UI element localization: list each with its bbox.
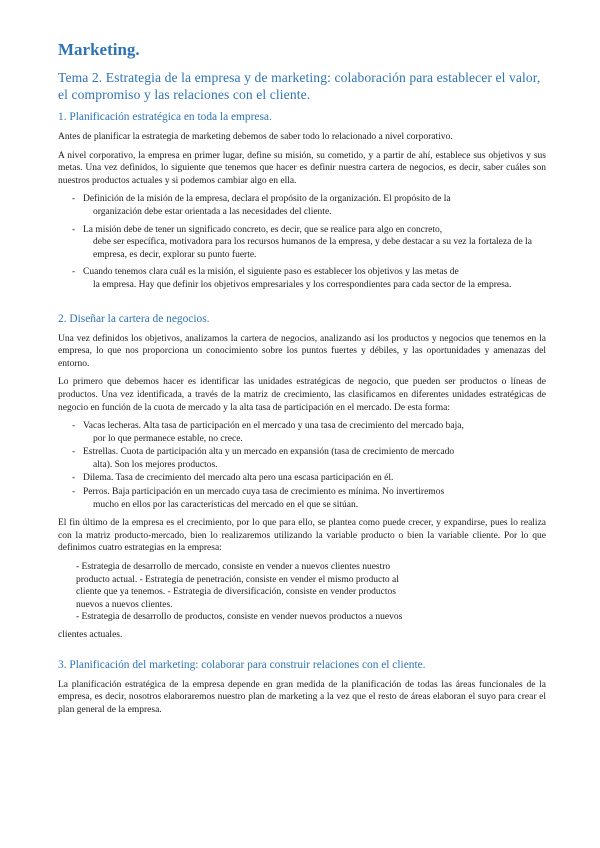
list-item-line-1: Cuando tenemos clara cuál es la misión, el siguiente paso es establecer los objetivos y las metas de (83, 267, 459, 278)
list-item (76, 486, 546, 511)
list-item-line-2: mucho en ellos por las características del mercado en el que se sitúan. (93, 499, 359, 510)
strategies-tail: clientes actuales. (58, 630, 123, 640)
list-item (76, 224, 546, 262)
strategies-line: nuevos a nuevos clientes. (76, 599, 173, 610)
strategies-block (58, 561, 546, 624)
section-1-heading: 1. Planificación estratégica en toda la empresa. (58, 111, 272, 123)
list-item-line-2: la empresa. Hay que definir los objetivos empresariales y los correspondientes para cada sector de la empresa. (93, 279, 512, 290)
section-2-paragraph-1: Una vez definidos los objetivos, analizamos la cartera de negocios, analizando así los productos y negocios que tenemos en la empresa, lo que nos proporciona un conocimiento sobre los puntos fuertes y débiles, y las oportunidades y amenazas del entorno. (58, 333, 546, 369)
strategies-line: producto actual. - Estrategia de penetración, consiste en vender el mismo producto al (76, 574, 399, 585)
section-2-paragraph-3: El fin último de la empresa es el crecimiento, por lo que para ello, se plantea como puede crecer, y expandirse, pues lo realiza con la matriz producto-mercado, bien lo realizaremos utilizando la variable producto o bien la variable cliente. Por lo que definimos cuatro estrategias en la empresa: (58, 518, 546, 554)
list-item-line-1: Definición de la misión de la empresa, declara el propósito de la organización. El propósito de la (83, 194, 451, 205)
section-2-paragraph-2: Lo primero que debemos hacer es identificar las unidades estratégicas de negocio, que pueden ser productos o líneas de productos. Una vez identificada, a través de la matriz de crecimiento, las clasificamos en diferentes unidades estratégicas de negocio en función de la cuota de mercado y la alta tasa de participación en el mercado. De esta forma: (58, 377, 546, 413)
list-item-line-2: organización debe estar orientada a las necesidades del cliente. (93, 206, 332, 217)
list-item (76, 472, 546, 485)
section-2-heading: 2. Diseñar la cartera de negocios. (58, 312, 210, 325)
document-title: Marketing. (58, 40, 140, 59)
list-item-line-2: debe ser específica, motivadora para los recursos humanos de la empresa, y debe destacar a su vez la fortaleza de la empresa, es decir, explorar su punto fuerte. (93, 237, 532, 260)
section-1-paragraph-1: Antes de planificar la estrategia de marketing debemos de saber todo lo relacionado a nivel corporativo. (58, 132, 453, 142)
strategies-line: - Estrategia de desarrollo de productos, consiste en vender nuevos productos a nuevos (76, 612, 403, 623)
section-1-paragraph-2: A nivel corporativo, la empresa en primer lugar, define su misión, su cometido, y a partir de ahí, establece sus objetivos y sus metas. Una vez definidos, lo siguiente que tenemos que hacer es definir nuestra cartera de negocios, es decir, saber cuáles son nuestros productos actuales y si podemos cambiar algo en ella. (58, 150, 546, 186)
list-item-line-1: La misión debe de tener un significado concreto, es decir, que se realice para algo en concreto, (83, 224, 443, 235)
section-2-list (58, 420, 546, 511)
section-3-heading: 3. Planificación del marketing: colaborar para construir relaciones con el cliente. (58, 658, 426, 671)
list-item-line-1: Dilema. Tasa de crecimiento del mercado alta pero una escasa participación en él. (83, 473, 394, 484)
strategies-line: - Estrategia de desarrollo de mercado, consiste en vender a nuevos clientes nuestro (76, 562, 391, 573)
list-item-line-1: Perros. Baja participación en un mercado cuya tasa de crecimiento es mínima. No invertiremos (83, 487, 445, 498)
list-item (76, 193, 546, 218)
list-item-line-2: alta). Son los mejores productos. (93, 459, 218, 470)
list-item-line-2: por lo que permanece estable, no crece. (93, 433, 243, 444)
list-item-line-1: Estrellas. Cuota de participación alta y un mercado en expansión (tasa de crecimiento de mercado (83, 447, 455, 458)
section-3-paragraph-1: La planificación estratégica de la empresa depende en gran medida de la planificación de todas las áreas funcionales de la empresa, es decir, nosotros elaboraremos nuestro plan de marketing a la vez que el resto de áreas elaboran el suyo para crear el plan general de la empresa. (58, 679, 546, 715)
list-item (76, 420, 546, 445)
list-item (76, 446, 546, 471)
strategies-line: cliente que ya tenemos. - Estrategia de diversificación, consiste en vender productos (76, 587, 396, 598)
topic-title: Tema 2. Estrategia de la empresa y de marketing: colaboración para establecer el valor, el compromiso y las relaciones con el cliente. (58, 70, 541, 102)
list-item (76, 266, 546, 291)
list-item-line-1: Vacas lecheras. Alta tasa de participación en el mercado y una tasa de crecimiento del mercado baja, (83, 421, 464, 432)
section-1-list (58, 193, 546, 291)
